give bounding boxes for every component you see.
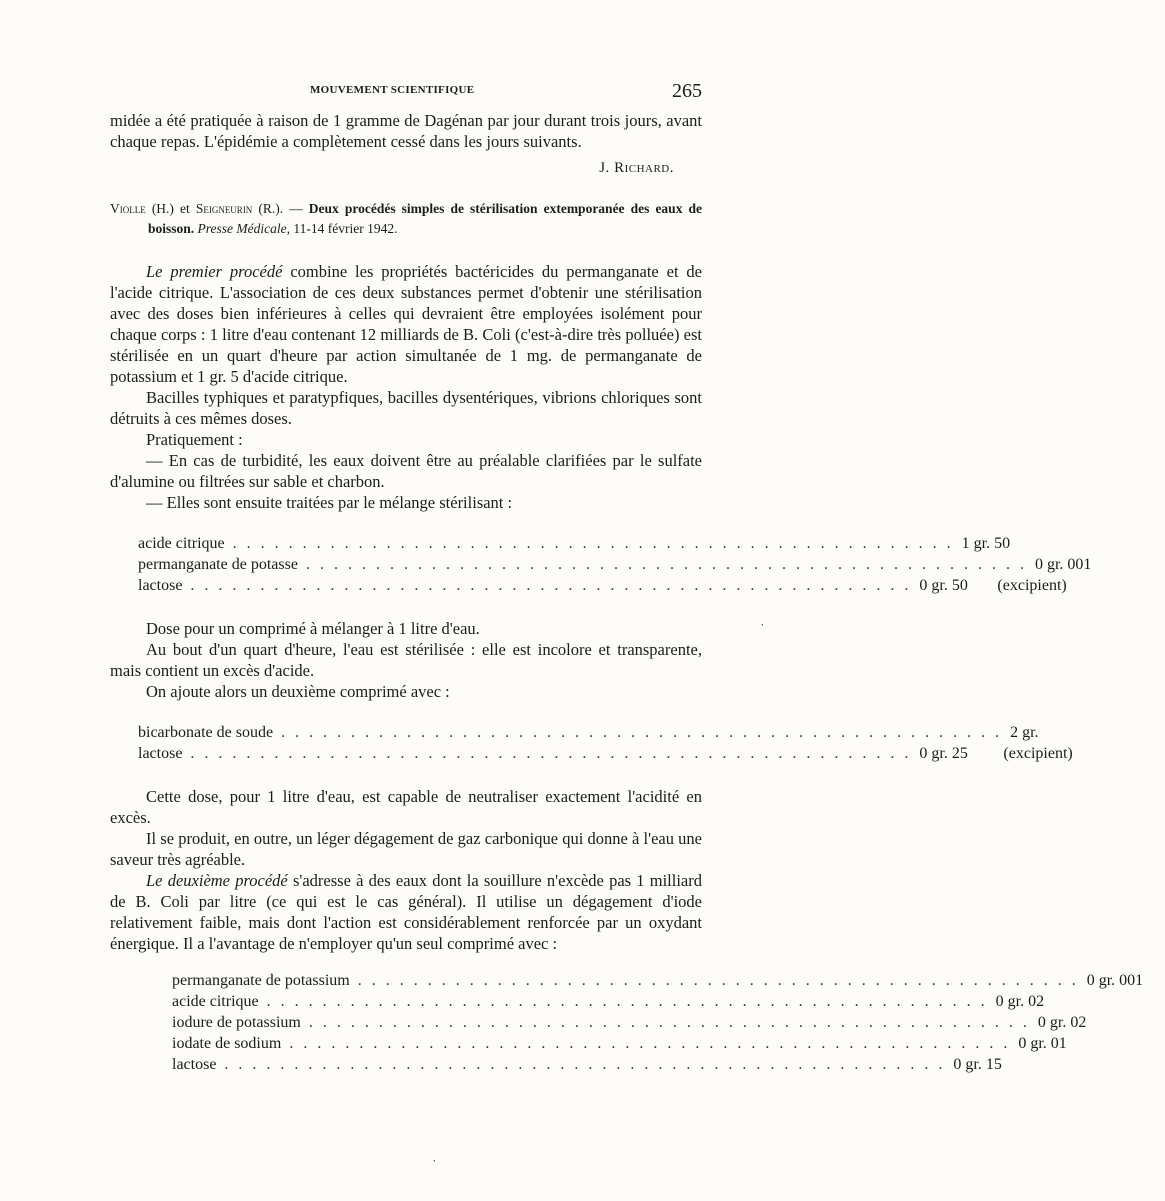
leader-dots: . . . . . . . . . . . . . . . . . . . . . . . . . . . . . . . . . . . . . . . . . . . . . . . . . . . .: [224, 1056, 946, 1073]
formula-row: [138, 575, 1067, 596]
journal-name: Presse Médicale,: [197, 221, 290, 236]
paragraph-turbidity: — En cas de turbidité, les eaux doivent être au préalable clarifiées par le sulfate d'alumine ou filtrées sur sable et charbon.: [110, 451, 702, 491]
formula-row: [138, 554, 1092, 575]
ingredient-quantity: 0 gr. 15: [953, 1056, 1002, 1073]
ingredient-name: acide citrique: [172, 993, 259, 1010]
journal-page: [110, 80, 1144, 1097]
leader-dots: . . . . . . . . . . . . . . . . . . . . . . . . . . . . . . . . . . . . . . . . . . . . . . . . . . . .: [308, 1014, 1030, 1031]
article-title: Deux procédés simples de stérilisation extemporanée des eaux de boisson.: [148, 201, 703, 236]
ingredient-quantity: 0 gr. 01: [1018, 1035, 1067, 1052]
paragraph-dose: Dose pour un comprimé à mélanger à 1 litre d'eau.: [146, 619, 480, 638]
leader-dots: . . . . . . . . . . . . . . . . . . . . . . . . . . . . . . . . . . . . . . . . . . . . . . . . . . . .: [190, 745, 912, 762]
leader-dots: . . . . . . . . . . . . . . . . . . . . . . . . . . . . . . . . . . . . . . . . . . . . . . . . . . . .: [190, 577, 912, 594]
formula-row: [138, 722, 1039, 743]
paragraph-second-tablet: On ajoute alors un deuxième comprimé avec :: [146, 682, 450, 701]
signature: [110, 160, 674, 177]
paragraph-quarter-hour: Au bout d'un quart d'heure, l'eau est stérilisée : elle est incolore et transparente, mais contient un excès d'acide.: [110, 640, 702, 680]
footer-speck: ˙: [432, 1158, 437, 1173]
ingredient-name: bicarbonate de soude: [138, 724, 274, 741]
ingredient-name: lactose: [172, 1056, 217, 1073]
formula-row: [138, 533, 1011, 554]
formula-row: [138, 743, 1073, 764]
signature-initial: J.: [599, 160, 615, 176]
formula-neutralizer: [138, 722, 1073, 764]
leader-dots: . . . . . . . . . . . . . . . . . . . . . . . . . . . . . . . . . . . . . . . . . . . . . . . . . . . .: [289, 1035, 1011, 1052]
ingredient-quantity: 1 gr. 50: [961, 535, 1011, 552]
formula-row: [172, 1054, 1002, 1075]
page-number: 265: [672, 80, 702, 102]
ingredient-quantity: 0 gr. 001: [1086, 972, 1144, 989]
paragraph-neutralize: Cette dose, pour 1 litre d'eau, est capable de neutraliser exactement l'acidité en excès.: [110, 787, 702, 827]
leader-dots: . . . . . . . . . . . . . . . . . . . . . . . . . . . . . . . . . . . . . . . . . . . . . . . . . . . .: [266, 993, 988, 1010]
leader-dots: . . . . . . . . . . . . . . . . . . . . . . . . . . . . . . . . . . . . . . . . . . . . . . . . . . . .: [232, 535, 954, 552]
author-2: Seigneurin: [195, 201, 253, 216]
publication-date: 11-14 février 1942.: [290, 221, 398, 236]
ingredient-quantity: 0 gr. 001: [1034, 556, 1092, 573]
ingredient-name: lactose: [138, 745, 183, 762]
ingredient-name: permanganate de potasse: [138, 556, 298, 573]
margin-speck: ˙: [760, 622, 765, 637]
ingredient-name: acide citrique: [138, 535, 225, 552]
ingredient-name: iodate de sodium: [172, 1035, 282, 1052]
paragraph-carbonic-gas: Il se produit, en outre, un léger dégagement de gaz carbonique qui donne à l'eau une saveur très agréable.: [110, 829, 702, 869]
ingredient-quantity: 2 gr.: [1010, 724, 1039, 741]
ingredient-name: lactose: [138, 577, 183, 594]
second-method-lead: Le deuxième procédé: [146, 871, 288, 890]
leader-dots: . . . . . . . . . . . . . . . . . . . . . . . . . . . . . . . . . . . . . . . . . . . . . . . . . . . .: [281, 724, 1003, 741]
formula-row: [172, 991, 1045, 1012]
author-1-initial: (H.) et: [145, 201, 196, 216]
ingredient-quantity: 0 gr. 50: [919, 577, 968, 594]
ingredient-name: iodure de potassium: [172, 1014, 301, 1031]
second-method-text: s'adresse à des eaux dont la souillure n'excède pas 1 milliard de B. Coli par litre (ce qui est le cas général). Il utilise un dégagement d'iode relativement faible, mais dont l'action est considérablement renforcée par un oxydant énergique. Il a l'avantage de n'employer qu'un seul comprimé avec :: [110, 871, 702, 953]
formula-sterilizing-mix: [138, 533, 1092, 596]
formula-row: [172, 1012, 1087, 1033]
paragraph-second-method: [110, 870, 702, 954]
running-head-title: MOUVEMENT SCIENTIFIQUE: [310, 84, 475, 96]
ingredient-quantity: 0 gr. 02: [1037, 1014, 1087, 1031]
ingredient-name: permanganate de potassium: [172, 972, 350, 989]
author-1: Violle: [110, 201, 146, 216]
first-method-lead: Le premier procédé: [146, 262, 283, 281]
signature-name: Richard.: [614, 160, 674, 176]
formula-row: [172, 1033, 1067, 1054]
formula-iodine-tablet: [172, 970, 1144, 1075]
paragraph-treatment: — Elles sont ensuite traitées par le mélange stérilisant :: [146, 493, 513, 512]
ingredient-quantity: 0 gr. 25: [919, 745, 968, 762]
leader-dots: . . . . . . . . . . . . . . . . . . . . . . . . . . . . . . . . . . . . . . . . . . . . . . . . . . . .: [305, 556, 1027, 573]
paragraph-first-method: [110, 261, 702, 387]
running-head: [110, 80, 702, 110]
ingredient-note: (excipient): [1003, 745, 1073, 762]
first-method-text: combine les propriétés bactéricides du permanganate et de l'acide citrique. L'association de ces deux substances permet d'obtenir une stérilisation avec des doses bien inférieures à celles qui devraient être employées isolément pour chaque corps : 1 litre d'eau contenant 12 milliards de B. Coli (c'est-à-dire très polluée) est stérilisée en un quart d'heure par action simultanée de 1 mg. de permanganate de potassium et 1 gr. 5 d'acide citrique.: [110, 262, 703, 386]
formula-row: [172, 970, 1144, 991]
ingredient-note: (excipient): [997, 577, 1067, 594]
paragraph-practically: Pratiquement :: [146, 430, 243, 449]
paragraph-bacilli: Bacilles typhiques et paratypfiques, bacilles dysentériques, vibrions chloriques sont détruits à ces mêmes doses.: [110, 388, 702, 428]
author-2-initial: (R.). —: [252, 201, 309, 216]
previous-article-tail: midée a été pratiquée à raison de 1 gramme de Dagénan par jour durant trois jours, avant chaque repas. L'épidémie a complètement cessé dans les jours suivants.: [110, 111, 702, 151]
bibliographic-reference: [110, 199, 702, 239]
leader-dots: . . . . . . . . . . . . . . . . . . . . . . . . . . . . . . . . . . . . . . . . . . . . . . . . . . . .: [357, 972, 1079, 989]
ingredient-quantity: 0 gr. 02: [995, 993, 1045, 1010]
